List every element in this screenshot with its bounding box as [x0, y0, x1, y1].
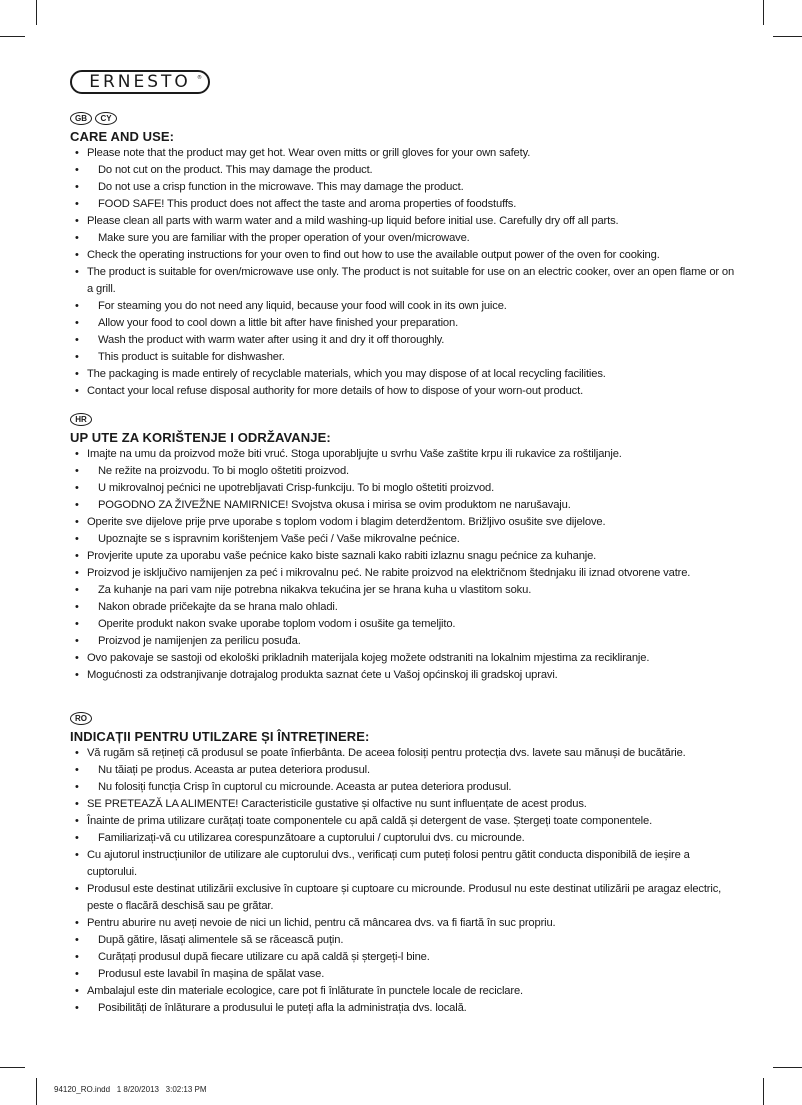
instruction-list — [70, 745, 740, 1017]
list-item: • Upoznajte se s ispravnim korištenjem Vaše peći / Vaše mikrovalne pećnice. — [70, 531, 740, 548]
list-item: • SE PRETEAZĂ LA ALIMENTE! Caracteristicile gustative și olfactive nu sunt influențate de acest produs. — [70, 796, 740, 813]
list-item: • FOOD SAFE! This product does not affect the taste and aroma properties of foodstuffs. — [70, 196, 740, 213]
list-item: • Ambalajul este din materiale ecologice, care pot fi înlăturate în punctele locale de reciclare. — [70, 983, 740, 1000]
list-item: • Proizvod je isključivo namijenjen za peć i mikrovalnu peć. Ne rabite proizvod na električnom štednjaku ili iznad otvorene vatre. — [70, 565, 740, 582]
list-item: • Vă rugăm să rețineți că produsul se poate înfierbânta. De aceea folosiți pentru protecția dvs. lavete sau mănuși de bucătărie. — [70, 745, 740, 762]
list-item: • Curățați produsul după fiecare utilizare cu apă caldă și ștergeți-l bine. — [70, 949, 740, 966]
list-item: • Proizvod je namijenjen za perilicu posuđa. — [70, 633, 740, 650]
print-slug: 94120_RO.indd 1 8/20/2013 3:02:13 PM — [54, 1085, 207, 1094]
list-item: • Ne režite na proizvodu. To bi moglo oštetiti proizvod. — [70, 463, 740, 480]
language-badge-gb: GB — [70, 112, 92, 125]
list-item: • Nu folosiți funcția Crisp în cuptorul cu microunde. Aceasta ar putea deteriora produsul. — [70, 779, 740, 796]
crop-mark-top-right-v — [763, 0, 764, 25]
list-item: • Înainte de prima utilizare curățați toate componentele cu apă caldă și detergent de vase. Ștergeți toate componentele. — [70, 813, 740, 830]
crop-mark-top-left-h — [0, 36, 25, 37]
list-item: • Pentru aburire nu aveți nevoie de nici un lichid, pentru că mâncarea dvs. va fi fiartă în suc propriu. — [70, 915, 740, 932]
list-item: • Provjerite upute za uporabu vaše pećnice kako biste saznali kako rabiti izlaznu snagu pećnice za kuhanje. — [70, 548, 740, 565]
crop-mark-top-right-h — [773, 36, 802, 37]
language-badge-hr: HR — [70, 413, 92, 426]
list-item: • This product is suitable for dishwasher. — [70, 349, 740, 366]
list-item: • Wash the product with warm water after using it and dry it off thoroughly. — [70, 332, 740, 349]
list-item: • Imajte na umu da proizvod može biti vruć. Stoga uporabljujte u svrhu Vaše zaštite krpu ili rukavice za roštiljanje. — [70, 446, 740, 463]
list-item: • Do not cut on the product. This may damage the product. — [70, 162, 740, 179]
brand-logo-text: ERNESTO — [89, 72, 191, 92]
list-item: • Contact your local refuse disposal authority for more details of how to dispose of your worn-out product. — [70, 383, 740, 400]
language-badges — [70, 413, 740, 427]
section-hr — [70, 413, 740, 684]
section-heading: UP UTE ZA KORIŠTENJE I ODRŽAVANJE: — [70, 430, 331, 445]
list-item: • Nakon obrade pričekajte da se hrana malo ohladi. — [70, 599, 740, 616]
language-badges — [70, 112, 740, 126]
list-item: • Produsul este lavabil în mașina de spălat vase. — [70, 966, 740, 983]
registered-mark: ® — [197, 75, 202, 81]
crop-mark-top-left-v — [36, 0, 37, 25]
list-item: • The product is suitable for oven/microwave use only. The product is not suitable for use on an electric cooker, over an open flame or on a grill. — [70, 264, 740, 298]
list-item: • Please clean all parts with warm water and a mild washing-up liquid before initial use. Carefully dry off all parts. — [70, 213, 740, 230]
instruction-list — [70, 145, 740, 400]
section-heading: CARE AND USE: — [70, 129, 175, 144]
language-badges — [70, 712, 740, 726]
list-item: • Ovo pakovaje se sastoji od ekološki prikladnih materijala kojeg možete odstraniti na lokalnim mjestima za recikliranje. — [70, 650, 740, 667]
crop-mark-bottom-left-v — [36, 1078, 37, 1105]
list-item: • Operite produkt nakon svake uporabe toplom vodom i osušite ga temeljito. — [70, 616, 740, 633]
section-heading: INDICAȚII PENTRU UTILZARE ȘI ÎNTREȚINERE: — [70, 729, 370, 744]
list-item: • Mogućnosti za odstranjivanje dotrajalog produkta saznat ćete u Vašoj općinskoj ili gradskoj upravi. — [70, 667, 740, 684]
list-item: • Cu ajutorul instrucțiunilor de utilizare ale cuptorului dvs., verificați cum puteți folosi pentru gătit conducta disponibilă de ieșire a cuptorului. — [70, 847, 740, 881]
crop-mark-bottom-left-h — [0, 1067, 25, 1068]
list-item: • Posibilități de înlăturare a produsului le puteți afla la administrația dvs. locală. — [70, 1000, 740, 1017]
language-badge-cy: CY — [95, 112, 117, 125]
section-ro — [70, 712, 740, 1017]
list-item: • POGODNO ZA ŽIVEŽNE NAMIRNICE! Svojstva okusa i mirisa se ovim produktom ne narušavaju. — [70, 497, 740, 514]
list-item: • După gătire, lăsați alimentele să se răcească puțin. — [70, 932, 740, 949]
crop-mark-bottom-right-v — [763, 1078, 764, 1105]
list-item: • Produsul este destinat utilizării exclusive în cuptoare și cuptoare cu microunde. Produsul nu este destinat utilizării pe aragaz electric, peste o flacără deschisă sau pe grătar. — [70, 881, 740, 915]
list-item: • U mikrovalnoj pećnici ne upotrebljavati Crisp-funkciju. To bi moglo oštetiti proizvod. — [70, 480, 740, 497]
section-gb-cy — [70, 112, 740, 400]
crop-mark-bottom-right-h — [773, 1067, 802, 1068]
list-item: • Operite sve dijelove prije prve uporabe s toplom vodom i blagim deterdžentom. Brižljivo osušite sve dijelove. — [70, 514, 740, 531]
language-badge-ro: RO — [70, 712, 92, 725]
brand-logo — [70, 70, 210, 94]
list-item: • Check the operating instructions for your oven to find out how to use the available output power of the oven for cooking. — [70, 247, 740, 264]
list-item: • Familiarizați-vă cu utilizarea corespunzătoare a cuptorului / cuptorului dvs. cu microunde. — [70, 830, 740, 847]
list-item: • For steaming you do not need any liquid, because your food will cook in its own juice. — [70, 298, 740, 315]
list-item: • Nu tăiați pe produs. Aceasta ar putea deteriora produsul. — [70, 762, 740, 779]
instruction-list — [70, 446, 740, 684]
list-item: • Do not use a crisp function in the microwave. This may damage the product. — [70, 179, 740, 196]
list-item: • Please note that the product may get hot. Wear oven mitts or grill gloves for your own safety. — [70, 145, 740, 162]
list-item: • Za kuhanje na pari vam nije potrebna nikakva tekućina jer se hrana kuha u vlastitom soku. — [70, 582, 740, 599]
list-item: • Allow your food to cool down a little bit after have finished your preparation. — [70, 315, 740, 332]
list-item: • The packaging is made entirely of recyclable materials, which you may dispose of at local recycling facilities. — [70, 366, 740, 383]
list-item: • Make sure you are familiar with the proper operation of your oven/microwave. — [70, 230, 740, 247]
